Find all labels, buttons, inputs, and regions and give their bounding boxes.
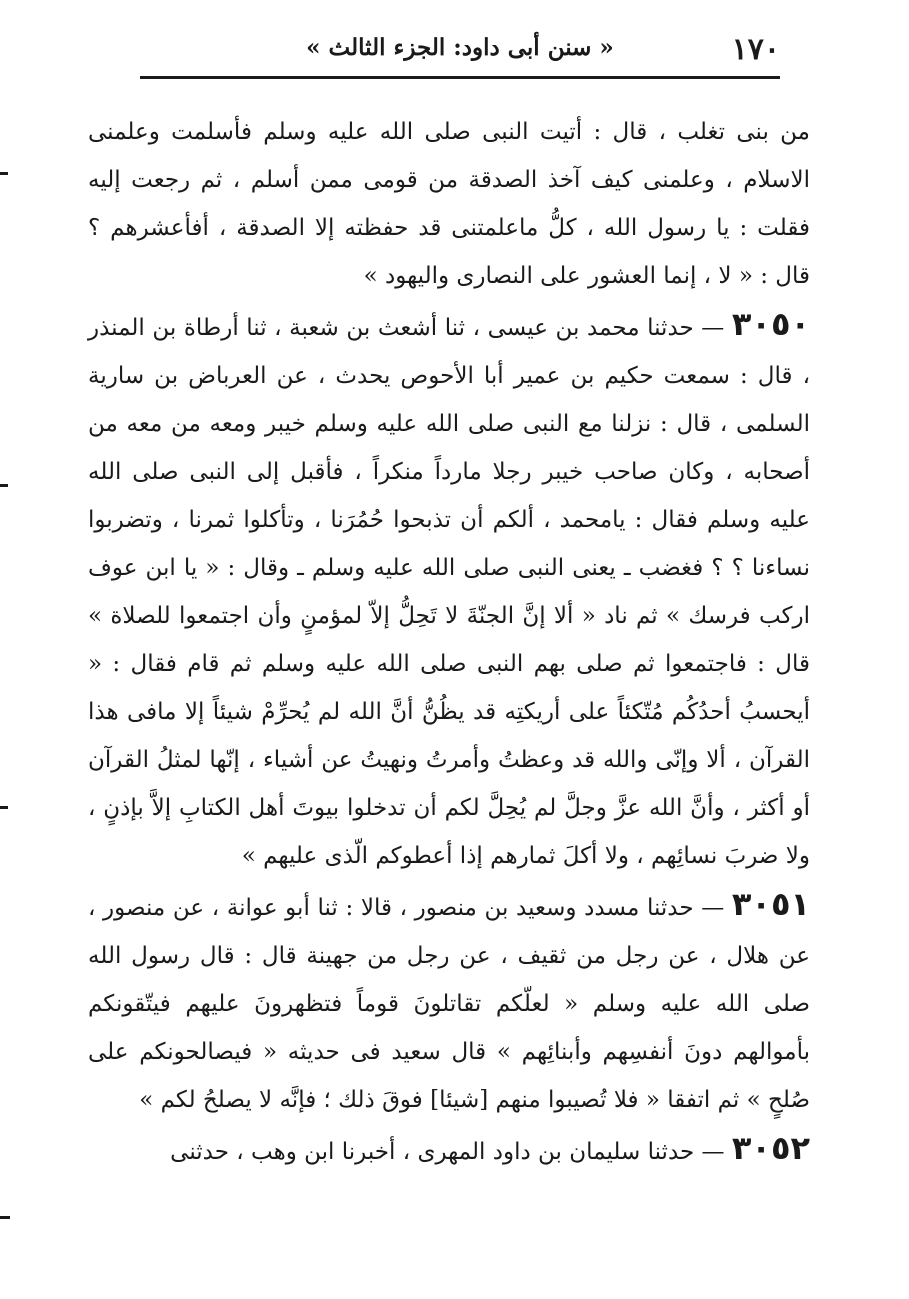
page-number: ١٧٠ — [731, 32, 780, 67]
header-rule — [140, 76, 780, 79]
hadith-continuation — [88, 108, 810, 300]
paragraph-text: من بنى تغلب ، قال : أتيت النبى صلى الله عليه وسلم فأسلمت وعلمنى الاسلام ، وعلمنى كيف آخذ الصدقة من قومى ممن أسلم ، ثم رجعت إليه فقلت : يا رسول الله ، كلُّ ماعلمتنى قد حفظته إلا الصدقة ، أفأعشرهم ؟ قال : « لا ، إنما العشور على النصارى واليهود » — [88, 119, 810, 289]
hadith-number: ٣٠٥٢ — [731, 1129, 810, 1167]
margin-tick — [0, 1216, 10, 1219]
page-header — [140, 28, 780, 72]
body-text — [88, 108, 810, 1176]
hadith-number: ٣٠٥٠ — [731, 305, 810, 343]
margin-tick — [0, 172, 8, 175]
hadith-3051 — [88, 880, 810, 1124]
paragraph-text: — حدثنا سليمان بن داود المهرى ، أخبرنا ابن وهب ، حدثنى — [170, 1139, 732, 1165]
margin-tick — [0, 484, 8, 487]
hadith-3052 — [88, 1124, 810, 1176]
hadith-number: ٣٠٥١ — [731, 885, 810, 923]
paragraph-text: — حدثنا مسدد وسعيد بن منصور ، قالا : ثنا أبو عوانة ، عن منصور ، عن هلال ، عن رجل من ثقيف ، عن رجل من جهينة قال : قال رسول الله صلى الله عليه وسلم « لعلّكم تقاتلونَ قوماً فتظهرونَ عليهم فيتّقونكم بأموالهم دونَ أنفسِهم وأبنائِهم » قال سعيد فى حديثه « فيصالحونكم على صُلحٍ » ثم اتفقا « فلا تُصيبوا منهم [شيئا] فوقَ ذلك ؛ فإنَّه لا يصلحُ لكم » — [88, 895, 810, 1113]
paragraph-text: — حدثنا محمد بن عيسى ، ثنا أشعث بن شعبة ، ثنا أرطاة بن المنذر ، قال : سمعت حكيم بن عمير أبا الأحوص يحدث ، عن العرباض بن سارية السلمى ، قال : نزلنا مع النبى صلى الله عليه وسلم خيبر ومعه من معه من أصحابه ، وكان صاحب خيبر رجلا مارداً منكراً ، فأقبل إلى النبى صلى الله عليه وسلم فقال : يامحمد ، ألكم أن تذبحوا حُمُرَنا ، وتأكلوا ثمرنا ، وتضربوا نساءنا ؟ ؟ فغضب ـ يعنى النبى صلى الله عليه وسلم ـ وقال : « يا ابن عوف اركب فرسك » ثم ناد « ألا إنَّ الجنّةَ لا تَحِلُّ إلاّ لمؤمنٍ وأن اجتمعوا للصلاة » قال : فاجتمعوا ثم صلى بهم النبى صلى الله عليه وسلم ثم قام فقال : « أيحسبُ أحدُكُم مُتّكئاً على أريكتِه قد يظُنُّ أنَّ الله لم يُحرِّمْ شيئاً إلا مافى هذا القرآن ، ألا وإنّى والله قد وعظتُ وأمرتُ ونهيتُ عن أشياء ، إنّها لمثلُ القرآن أو أكثر ، وأنَّ الله عزَّ وجلَّ لم يُحِلَّ لكم أن تدخلوا بيوتَ أهل الكتابِ إلاَّ بإذنٍ ، ولا ضربَ نسائِهم ، ولا أكلَ ثمارهم إذا أعطوكم الّذى عليهم » — [88, 315, 810, 869]
margin-tick — [0, 806, 8, 809]
hadith-3050 — [88, 300, 810, 880]
running-title: « سنن أبى داود: الجزء الثالث » — [306, 34, 614, 61]
